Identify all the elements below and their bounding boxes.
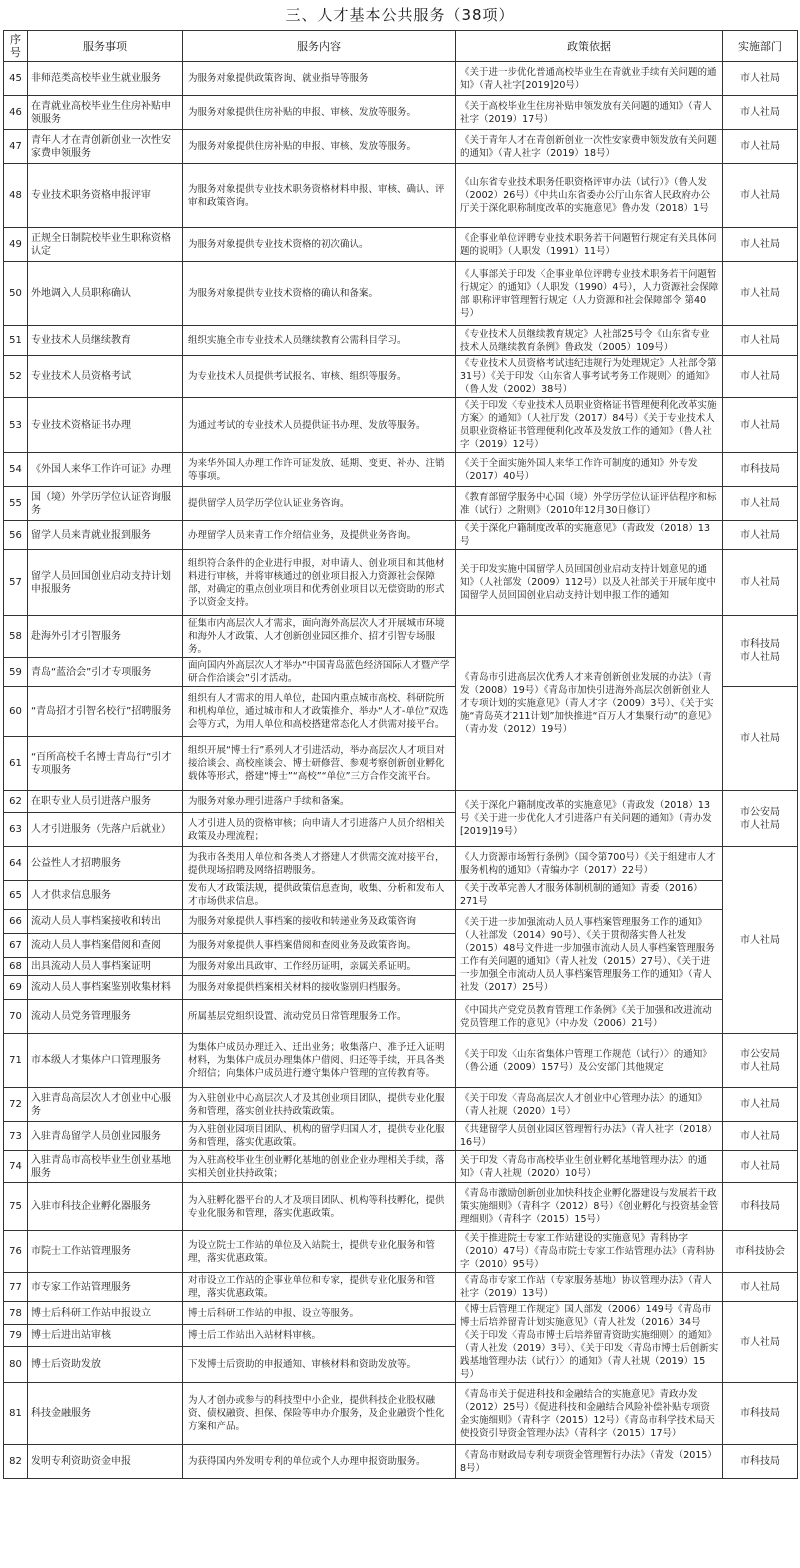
row-number: 49 [4, 228, 28, 262]
table-row [4, 453, 798, 487]
policy-basis: 《人事部关于印发〈企事业单位评聘专业技术职务若干问题暂行规定〉的通知》（人职发（1990）4号），人力资源社会保障部 职称评审管理暂行规定（人力资源和社会保障部令 第40号） [456, 262, 723, 326]
table-row [4, 62, 798, 96]
service-content: 为专业技术人员提供考试报名、审核、组织等服务。 [183, 356, 456, 398]
table-row [4, 791, 798, 813]
row-number: 74 [4, 1151, 28, 1183]
row-number: 61 [4, 737, 28, 791]
policy-basis: 《青岛市关于促进科技和金融结合的实施意见》青政办发（2012）25号）《促进科技和金融结合风险补偿补贴专项资金实施细则》（青科字（2015）12号）《青岛市科学技术局天使投资引导资金管理办法》（青科字（2015）17号） [456, 1383, 723, 1445]
implementing-department: 市人社局 [723, 550, 798, 616]
table-row [4, 487, 798, 521]
service-item: 市本级人才集体户口管理服务 [28, 1034, 183, 1088]
service-content: 为通过考试的专业技术人员提供证书办理、发放等服务。 [183, 398, 456, 453]
row-number: 68 [4, 958, 28, 976]
implementing-department: 市人社局 [723, 1273, 798, 1302]
row-number: 47 [4, 130, 28, 164]
row-number: 46 [4, 96, 28, 130]
service-item: 国（境）外学历学位认证咨询服务 [28, 487, 183, 521]
row-number: 60 [4, 687, 28, 737]
row-number: 48 [4, 164, 28, 228]
row-number: 56 [4, 521, 28, 550]
table-row [4, 1383, 798, 1445]
row-number: 77 [4, 1273, 28, 1302]
service-item: 非师范类高校毕业生就业服务 [28, 62, 183, 96]
implementing-department: 市人社局 [723, 1151, 798, 1183]
row-number: 64 [4, 847, 28, 881]
service-content: 为人才创办或参与的科技型中小企业，提供科技企业股权融资、债权融资、担保、保险等申办介服务，及企业融资个性化方案和产品。 [183, 1383, 456, 1445]
table-row [4, 1231, 798, 1273]
implementing-department: 市人社局 [723, 164, 798, 228]
implementing-department: 市人社局 [723, 521, 798, 550]
row-number: 80 [4, 1346, 28, 1382]
table-row [4, 1088, 798, 1122]
policy-basis: 《关于印发〈山东省集体户管理工作规范（试行）〉的通知》（鲁公通（2009）157号）及公安部门其他规定 [456, 1034, 723, 1088]
implementing-department: 市人社局 [723, 398, 798, 453]
service-content: 为服务对象出具政审、工作经历证明，亲属关系证明。 [183, 958, 456, 976]
table-row [4, 1034, 798, 1088]
implementing-department: 市公安局 市人社局 [723, 1034, 798, 1088]
row-number: 55 [4, 487, 28, 521]
row-number: 67 [4, 934, 28, 958]
row-number: 82 [4, 1445, 28, 1479]
row-number: 45 [4, 62, 28, 96]
service-content: 为服务对象提供档案相关材料的接收鉴别归档服务。 [183, 976, 456, 1000]
policy-basis: 《中国共产党党员教育管理工作条例》《关于加强和改进流动党员管理工作的意见》（中办发（2006）21号） [456, 1000, 723, 1034]
service-content: 对市设立工作站的企事业单位和专家，提供专业化服务和管理，落实优惠政策。 [183, 1273, 456, 1302]
service-item: 专业技术职务资格申报评审 [28, 164, 183, 228]
policy-basis: 《关于进一步加强流动人员人事档案管理服务工作的通知》（人社部发（2014）90号）、《关于贯彻落实鲁人社发（2015）48号文件进一步加强市流动人员人事档案管理服务工作有关问题的通知》（青人社发（2015）27号）、《关于进一步加强全市流动人员人事档案管理服务工作的通知》（青人社发（2017）25号） [456, 910, 723, 1000]
service-content: 提供留学人员学历学位认证业务咨询。 [183, 487, 456, 521]
service-content: 办理留学人员来青工作介绍信业务，及提供业务咨询。 [183, 521, 456, 550]
policy-basis: 《青岛市专家工作站（专家服务基地）协议管理办法》（青人社字（2019）13号） [456, 1273, 723, 1302]
service-content: 组织有人才需求的用人单位，赴国内重点城市高校、科研院所和机构单位，通过城市和人才政策推介、举办“人才-单位”双选会等方式，为用人单位和高校搭建常态化人才供需对接平台。 [183, 687, 456, 737]
implementing-department: 市人社局 [723, 1302, 798, 1383]
table-row [4, 1183, 798, 1231]
table-row [4, 616, 798, 658]
table-row [4, 262, 798, 326]
service-content: 为设立院士工作站的单位及入站院士，提供专业化服务和管理，落实优惠政策。 [183, 1231, 456, 1273]
policy-basis: 《关于推进院士专家工作站建设的实施意见》青科协字（2010）47号）《青岛市院士专家工作站管理办法》（青科协字（2010）95号） [456, 1231, 723, 1273]
policy-basis: 《关于青年人才在青创新创业一次性安家费申领发放有关问题的通知》（青人社字（2019）18号） [456, 130, 723, 164]
service-item: 人才引进服务（先落户后就业） [28, 813, 183, 847]
table-body [4, 62, 798, 1479]
header-basis: 政策依据 [456, 31, 723, 62]
service-item: 正规全日制院校毕业生职称资格认定 [28, 228, 183, 262]
table-row [4, 1445, 798, 1479]
policy-basis: 《专业技术人员资格考试违纪违规行为处理规定》人社部令第31号）《关于印发〈山东省人事考试考务工作规则〉的通知》（鲁人发（2002）38号） [456, 356, 723, 398]
service-content: 征集市内高层次人才需求，面向海外高层次人才开展城市环境和海外人才政策、人才创新创业园区推介、招才引智专场服务。 [183, 616, 456, 658]
policy-basis: 《专业技术人员继续教育规定》人社部25号令《山东省专业技术人员继续教育条例》鲁政发（2005）109号） [456, 326, 723, 356]
service-item: 青年人才在青创新创业一次性安家费申领服务 [28, 130, 183, 164]
policy-basis: 《关于印发〈专业技术人员职业资格证书管理便利化改革实施方案〉的通知》（人社厅发（2017）84号）《关于专业技术人员职业资格证书管理便利化改革及发放工作的通知》（鲁人社字（2019）12号） [456, 398, 723, 453]
service-content: 为服务对象办理引进落户手续和备案。 [183, 791, 456, 813]
service-item: 专业技术资格证书办理 [28, 398, 183, 453]
implementing-department: 市科技局 市人社局 [723, 616, 798, 687]
service-content: 为来华外国人办理工作许可证发放、延期、变更、补办、注销等事项。 [183, 453, 456, 487]
implementing-department: 市科技局 [723, 1383, 798, 1445]
service-item: 《外国人来华工作许可证》办理 [28, 453, 183, 487]
service-item: 外地调入人员职称确认 [28, 262, 183, 326]
implementing-department: 市人社局 [723, 228, 798, 262]
service-content: 为服务对象提供人事档案的接收和转递业务及政策咨询 [183, 910, 456, 934]
service-item: 博士后进出站审核 [28, 1325, 183, 1346]
row-number: 73 [4, 1122, 28, 1151]
row-number: 71 [4, 1034, 28, 1088]
row-number: 54 [4, 453, 28, 487]
policy-basis: 关于印发实施中国留学人员回国创业启动支持计划意见的通知》（人社部发（2009）112号）以及人社部关于开展年度中国留学人员回国创业启动支持计划申报工作的通知 [456, 550, 723, 616]
policy-basis: 《青岛市激励创新创业加快科技企业孵化器建设与发展若干政策实施细则》（青科字（2012）8号）《创业孵化与投资基金管理细则》（青科字（2015）15号） [456, 1183, 723, 1231]
implementing-department: 市人社局 [723, 326, 798, 356]
service-content: 为服务对象提供专业技术资格的初次确认。 [183, 228, 456, 262]
service-item: 在青就业高校毕业生住房补贴申领服务 [28, 96, 183, 130]
service-item: 人才供求信息服务 [28, 881, 183, 910]
table-row [4, 96, 798, 130]
service-item: 专业技术人员资格考试 [28, 356, 183, 398]
service-content: 人才引进人员的资格审核；向申请人才引进落户人员介绍相关政策及办理流程； [183, 813, 456, 847]
service-item: 流动人员人事档案接收和转出 [28, 910, 183, 934]
table-row [4, 521, 798, 550]
service-content: 博士后工作站出入站材料审核。 [183, 1325, 456, 1346]
row-number: 75 [4, 1183, 28, 1231]
service-item: 在职专业人员引进落户服务 [28, 791, 183, 813]
service-content: 为服务对象提供住房补贴的申报、审核、发放等服务。 [183, 130, 456, 164]
row-number: 63 [4, 813, 28, 847]
implementing-department: 市科技局 [723, 453, 798, 487]
service-item: 赴海外引才引智服务 [28, 616, 183, 658]
row-number: 59 [4, 658, 28, 687]
implementing-department: 市人社局 [723, 1088, 798, 1122]
service-content: 为我市各类用人单位和各类人才搭建人才供需交流对接平台，提供现场招聘及网络招聘服务。 [183, 847, 456, 881]
table-row [4, 1302, 798, 1325]
service-content: 组织符合条件的企业进行申报，对申请人、创业项目和其他材料进行审核，并将审核通过的创业项目报入力资源社会保障部，对确定的重点创业项目和优秀创业项目以无偿资助的形式予以资金支持。 [183, 550, 456, 616]
policy-basis: 《关于高校毕业生住房补贴申领发放有关问题的通知》（青人社字（2019）17号） [456, 96, 723, 130]
service-item: 流动人员人事档案鉴别收集材料 [28, 976, 183, 1000]
implementing-department: 市科技局 [723, 1445, 798, 1479]
table-row [4, 847, 798, 881]
service-item: “百所高校千名博士青岛行”引才专项服务 [28, 737, 183, 791]
service-item: 博士后科研工作站申报设立 [28, 1302, 183, 1325]
service-content: 为服务对象提供专业技术资格的确认和备案。 [183, 262, 456, 326]
page-title: 三、人才基本公共服务（38项） [285, 6, 515, 24]
policy-basis: 《关于改革完善人才服务体制机制的通知》青委（2016）271号 [456, 881, 723, 910]
row-number: 72 [4, 1088, 28, 1122]
service-item: 流动人员党务管理服务 [28, 1000, 183, 1034]
service-content: 为入驻创业中心高层次人才及其创业项目团队，提供专业化服务和管理，落实创业扶持政策政策。 [183, 1088, 456, 1122]
policy-basis: 《人力资源市场暂行条例》（国令第700号）《关于组建市人才服务机构的通知》（青编办字（2017）22号） [456, 847, 723, 881]
service-item: 专业技术人员继续教育 [28, 326, 183, 356]
policy-basis: 《博士后管理工作规定》国人部发（2006）149号《青岛市博士后培养留青计划实施意见》（青人社发（2016）34号《关于印发〈青岛市博士后培养留青资助实施细则〉的通知》（青人社发（2019）3号）、《关于印发〈青岛市博士后创新实践基地管理办法（试行）〉的通知》（青人社规（2019）15号） [456, 1302, 723, 1383]
table-row [4, 1273, 798, 1302]
row-number: 66 [4, 910, 28, 934]
implementing-department: 市人社局 [723, 1122, 798, 1151]
policy-basis: 《共建留学人员创业园区管理暂行办法》（青人社字（2018）16号） [456, 1122, 723, 1151]
policy-basis: 关于印发〈青岛市高校毕业生创业孵化基地管理办法〉的通知》（青人社规（2020）10号） [456, 1151, 723, 1183]
row-number: 52 [4, 356, 28, 398]
implementing-department: 市人社局 [723, 62, 798, 96]
header-num: 序号 [4, 31, 28, 62]
service-item: 科技金融服务 [28, 1383, 183, 1445]
row-number: 65 [4, 881, 28, 910]
service-content: 组织开展“博士行”系列人才引进活动，举办高层次人才项目对接洽谈会、高校座谈会、博士研修营、参观考察创新创业孵化载体等形式，搭建“博士”“高校”“单位”三方合作交流平台。 [183, 737, 456, 791]
policy-basis: 《关于深化户籍制度改革的实施意见》（青政发（2018）13号《关于进一步优化人才引进落户有关问题的通知》（青办发[2019]19号） [456, 791, 723, 847]
policy-basis: 《关于深化户籍制度改革的实施意见》（青政发（2018）13号 [456, 521, 723, 550]
service-content: 为入驻孵化器平台的人才及项目团队、机构等科技孵化，提供专业化服务和管理，落实优惠政策。 [183, 1183, 456, 1231]
service-item: “青岛招才引智名校行”招聘服务 [28, 687, 183, 737]
implementing-department: 市人社局 [723, 356, 798, 398]
table-row [4, 910, 798, 934]
implementing-department: 市科技局 [723, 1183, 798, 1231]
table-row [4, 1122, 798, 1151]
implementing-department: 市人社局 [723, 262, 798, 326]
implementing-department: 市人社局 [723, 487, 798, 521]
service-item: 留学人员回国创业启动支持计划申报服务 [28, 550, 183, 616]
implementing-department: 市科技协会 [723, 1231, 798, 1273]
row-number: 51 [4, 326, 28, 356]
table-row [4, 1151, 798, 1183]
table-row [4, 228, 798, 262]
service-content: 为服务对象提供政策咨询、就业指导等服务 [183, 62, 456, 96]
table-row [4, 1000, 798, 1034]
service-item: 市专家工作站管理服务 [28, 1273, 183, 1302]
service-content: 为集体户成员办理迁入、迁出业务；收集落户、准予迁入证明材料，为集体户成员办理集体户借阅、归还等手续，开具各类介绍信；向集体户成员进行遵守集体户管理的宣传教育等。 [183, 1034, 456, 1088]
service-content: 为入驻创业园项目团队、机构的留学归国人才，提供专业化服务和管理，落实优惠政策。 [183, 1122, 456, 1151]
row-number: 69 [4, 976, 28, 1000]
policy-basis: 《关于进一步优化普通高校毕业生在青就业手续有关问题的通知》（青人社字[2019]20号） [456, 62, 723, 96]
implementing-department: 市人社局 [723, 130, 798, 164]
service-content: 发布人才政策法规，提供政策信息查询，收集、分析和发布人才市场供求信息。 [183, 881, 456, 910]
table-row [4, 881, 798, 910]
header-name: 服务事项 [28, 31, 183, 62]
row-number: 81 [4, 1383, 28, 1445]
service-content: 为服务对象提供专业技术职务资格材料申报、审核、确认、评审和政策咨询。 [183, 164, 456, 228]
services-table [3, 30, 798, 1479]
header-content: 服务内容 [183, 31, 456, 62]
table-row [4, 356, 798, 398]
row-number: 70 [4, 1000, 28, 1034]
table-row [4, 130, 798, 164]
row-number: 57 [4, 550, 28, 616]
implementing-department: 市公安局 市人社局 [723, 791, 798, 847]
policy-basis: 《教育部留学服务中心国（境）外学历学位认证评估程序和标准（试行）之附则》（2010年12月30日修订） [456, 487, 723, 521]
service-item: 入驻青岛市高校毕业生创业基地服务 [28, 1151, 183, 1183]
service-content: 为获得国内外发明专利的单位或个人办理申报资助服务。 [183, 1445, 456, 1479]
service-item: 入驻青岛高层次人才创业中心服务 [28, 1088, 183, 1122]
service-content: 为入驻高校毕业生创业孵化基地的创业企业办理相关手续，落实相关创业扶持政策； [183, 1151, 456, 1183]
row-number: 50 [4, 262, 28, 326]
service-item: 留学人员来青就业报到服务 [28, 521, 183, 550]
service-content: 博士后科研工作站的申报、设立等服务。 [183, 1302, 456, 1325]
policy-basis: 《青岛市财政局专利专项资金管理暂行办法》（青发（2015）8号） [456, 1445, 723, 1479]
policy-basis: 《企事业单位评聘专业技术职务若干问题暂行规定有关具体问题的说明》（人职发（1991）11号） [456, 228, 723, 262]
service-content: 所属基层党组织设置、流动党员日常管理服务工作。 [183, 1000, 456, 1034]
row-number: 58 [4, 616, 28, 658]
table-row [4, 164, 798, 228]
row-number: 79 [4, 1325, 28, 1346]
policy-basis: 《青岛市引进高层次优秀人才来青创新创业发展的办法》（青发（2008）19号）《青岛市加快引进海外高层次创新创业人才专项计划的实施意见》（青人才字（2009）3号）、《关于实施“青岛英才211计划”加快推进“百万人才集聚行动”的意见》（青办发（2012）19号） [456, 616, 723, 791]
service-item: 入驻青岛留学人员创业园服务 [28, 1122, 183, 1151]
service-item: 市院士工作站管理服务 [28, 1231, 183, 1273]
policy-basis: 《关于全面实施外国人来华工作许可制度的通知》外专发（2017）40号） [456, 453, 723, 487]
service-item: 发明专利资助资金申报 [28, 1445, 183, 1479]
header-dept: 实施部门 [723, 31, 798, 62]
service-content: 为服务对象提供人事档案借阅和查阅业务及政策咨询。 [183, 934, 456, 958]
policy-basis: 《山东省专业技术职务任职资格评审办法（试行）》（鲁人发（2002）26号）《中共山东省委办公厅山东省人民政府办公厅关于深化职称制度改革的实施意见》鲁办发（2018）1号 [456, 164, 723, 228]
implementing-department: 市人社局 [723, 687, 798, 791]
policy-basis: 《关于印发〈青岛高层次人才创业中心管理办法〉的通知》（青人社规（2020）1号） [456, 1088, 723, 1122]
implementing-department: 市人社局 [723, 96, 798, 130]
service-item: 青岛“蓝洽会”引才专项服务 [28, 658, 183, 687]
table-row [4, 398, 798, 453]
row-number: 62 [4, 791, 28, 813]
row-number: 53 [4, 398, 28, 453]
table-header-row [4, 31, 798, 62]
row-number: 76 [4, 1231, 28, 1273]
implementing-department: 市人社局 [723, 847, 798, 1034]
service-content: 面向国内外高层次人才举办“中国青岛蓝色经济国际人才暨产学研合作洽谈会”引才活动。 [183, 658, 456, 687]
service-content: 下发博士后资助的申报通知、审核材料和资助发放等。 [183, 1346, 456, 1382]
table-row [4, 550, 798, 616]
service-item: 流动人员人事档案借阅和查阅 [28, 934, 183, 958]
service-item: 入驻市科技企业孵化器服务 [28, 1183, 183, 1231]
service-content: 为服务对象提供住房补贴的申报、审核、发放等服务。 [183, 96, 456, 130]
service-item: 出具流动人员人事档案证明 [28, 958, 183, 976]
service-item: 博士后资助发放 [28, 1346, 183, 1382]
document-page [3, 0, 797, 1479]
table-row [4, 326, 798, 356]
service-item: 公益性人才招聘服务 [28, 847, 183, 881]
row-number: 78 [4, 1302, 28, 1325]
service-content: 组织实施全市专业技术人员继续教育公需科目学习。 [183, 326, 456, 356]
